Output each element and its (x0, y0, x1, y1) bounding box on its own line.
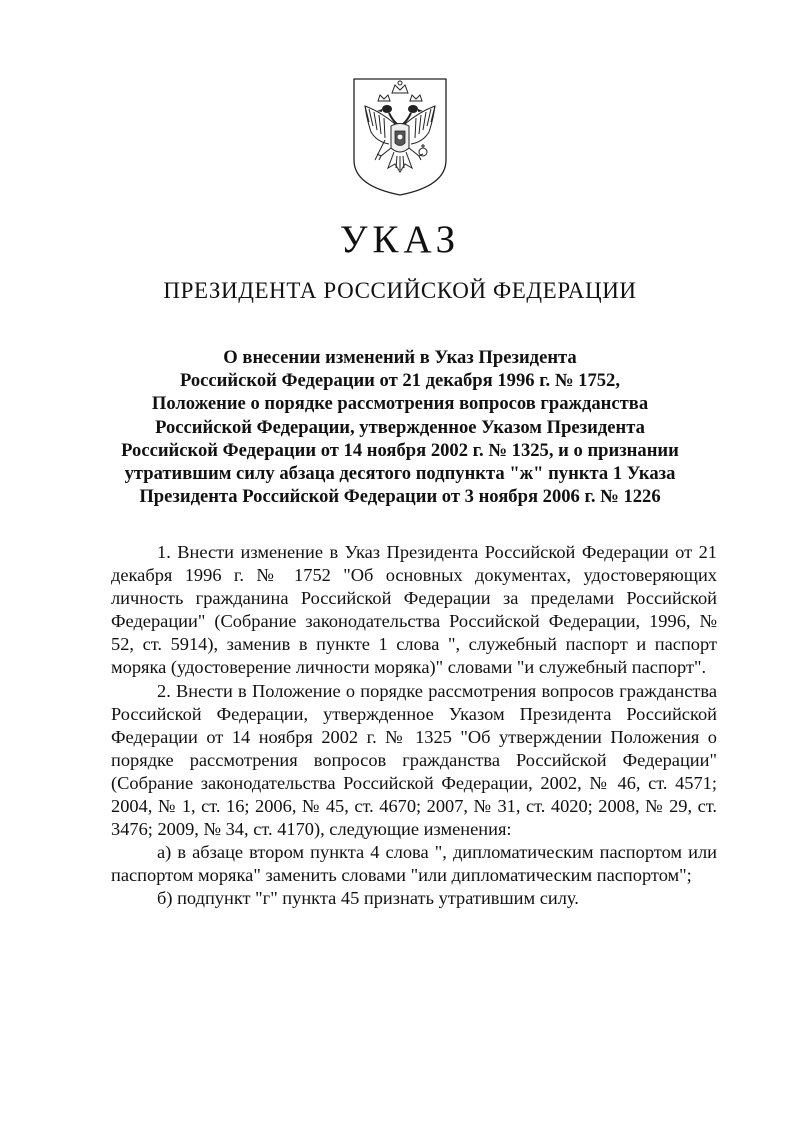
coat-of-arms-icon (351, 76, 449, 198)
heading-line: утратившим силу абзаца десятого подпункта "ж" пункта 1 Указа (124, 463, 676, 485)
decree-body (111, 541, 717, 911)
decree-heading (110, 346, 690, 508)
paragraph-2: 2. Внести в Положение о порядке рассмотрения вопросов гражданства Российской Федерации, утвержденное Указом Президента Российской Федерации от 14 ноября 2002 г. № 1325 "Об утверждении Положения о порядке рассмотрения вопросов гражданства Российской Федерации" (Собрание законодательства Российской Федерации, 2002, № 46, ст. 4571; 2004, № 1, ст. 16; 2006, № 45, ст. 4670; 2007, № 31, ст. 4020; 2008, № 29, ст. 3476; 2009, № 34, ст. 4170), следующие изменения: (111, 680, 717, 840)
heading-line: Российской Федерации, утвержденное Указом Президента (155, 416, 645, 438)
page-title: УКАЗ (339, 218, 461, 261)
heading-line: Положение о порядке рассмотрения вопросов гражданства (151, 393, 649, 415)
paragraph-2-item-b: б) подпункт "г" пункта 45 признать утратившим силу. (157, 888, 579, 909)
page-subtitle: ПРЕЗИДЕНТА РОССИЙСКОЙ ФЕДЕРАЦИИ (163, 278, 637, 303)
heading-line: Президента Российской Федерации от 3 ноября 2006 г. № 1226 (139, 486, 661, 508)
heading-line: Российской Федерации от 21 декабря 1996 г. № 1752, (179, 370, 621, 392)
heading-line: О внесении изменений в Указ Президента (223, 347, 577, 368)
paragraph-2-item-a: а) в абзаце втором пункта 4 слова ", дипломатическим паспортом или паспортом моряка" заменить словами "или дипломатическим паспортом"; (111, 842, 717, 886)
paragraph-1: 1. Внести изменение в Указ Президента Российской Федерации от 21 декабря 1996 г. № 1752 "Об основных документах, удостоверяющих личность гражданина Российской Федерации за пределами Российской Федерации" (Собрание законодательства Российской Федерации, 1996, № 52, ст. 5914), заменив в пункте 1 слова ", служебный паспорт и паспорт моряка (удостоверение личности моряка)" словами "и служебный паспорт". (111, 542, 717, 678)
heading-line: Российской Федерации от 14 ноября 2002 г. № 1325, и о признании (121, 439, 679, 461)
